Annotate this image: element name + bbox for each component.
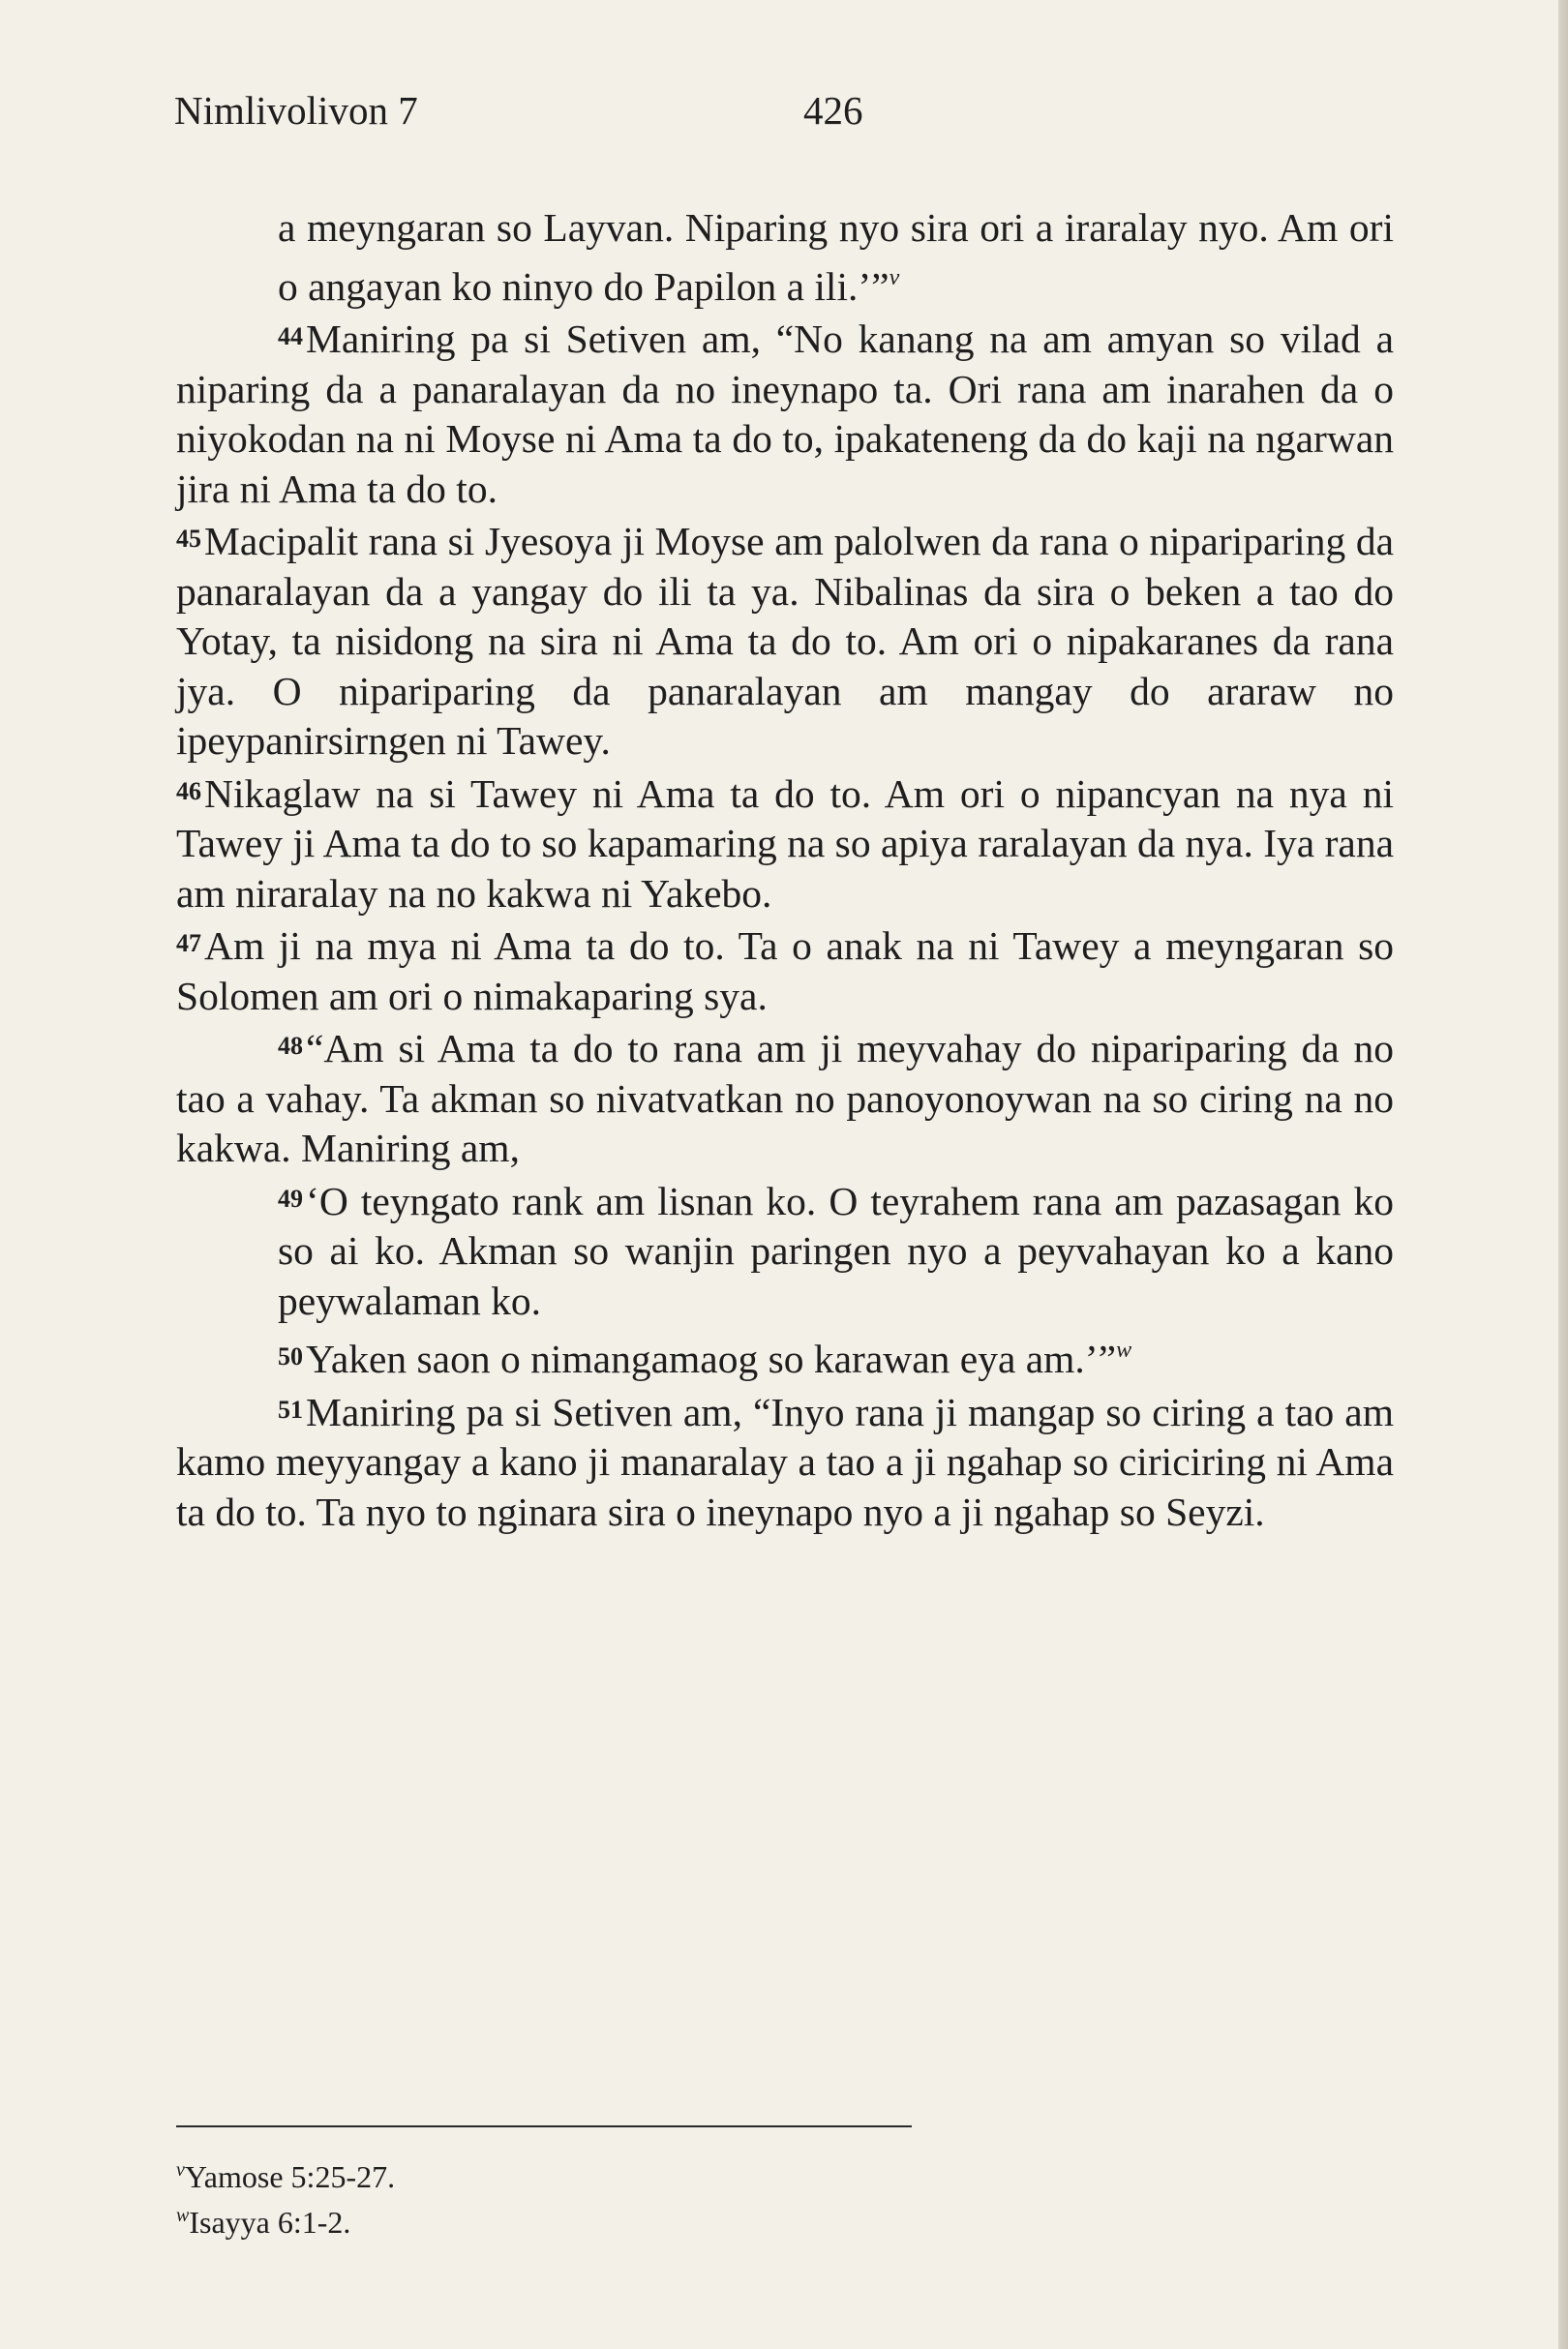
verse-50: [278, 1326, 1394, 1385]
footnote-divider: [176, 2125, 912, 2127]
verse-number: 51: [278, 1395, 303, 1424]
running-header: [174, 87, 1394, 136]
body-text: [176, 203, 1394, 1537]
verse-number: 46: [176, 776, 201, 805]
verse-number: 50: [278, 1342, 303, 1370]
footnote-ref: Yamose 5:25-27.: [184, 2159, 396, 2194]
verse-45: [176, 514, 1394, 767]
verse-number: 44: [278, 322, 303, 350]
verse-number: 48: [278, 1032, 303, 1060]
verse-49: [278, 1174, 1394, 1327]
book-title: Nimlivolivon 7: [174, 88, 418, 133]
verse-46: [176, 767, 1394, 919]
verse-number: 45: [176, 525, 201, 553]
verse-48: [176, 1021, 1394, 1174]
footnote-ref: Isayya 6:1-2.: [189, 2205, 351, 2240]
footnote-v: [176, 2151, 1047, 2196]
verse-44: [176, 312, 1394, 514]
verse-number: 49: [278, 1184, 303, 1213]
verse-47: [176, 919, 1394, 1021]
verse-text: ‘O teyngato rank am lisnan ko. O teyrahem rana am pazasagan ko so ai ko. Akman so wanjin paringen nyo a peyvahayan ko a kano peywalaman ko.: [278, 1178, 1394, 1323]
verse-text: Maniring pa si Setiven am, “Inyo rana ji mangap so ciring a tao am kamo meyyangay a kano ji manaralay a tao a ji ngahap so ciriciring ni Ama ta do to. Ta nyo to nginara sira o ineynapo nyo a ji ngahap so Seyzi.: [176, 1389, 1394, 1534]
verse-number: 47: [176, 929, 201, 957]
verse-text: “Am si Ama ta do to rana am ji meyvahay do nipariparing da no tao a vahay. Ta akman so nivatvatkan no panoyonoywan na so ciring na no kakwa. Maniring am,: [176, 1026, 1394, 1170]
verse-text: Am ji na mya ni Ama ta do to. Ta o anak na ni Tawey a meyngaran so Solomen am ori o nimakaparing sya.: [176, 923, 1394, 1018]
verse-text: Nikaglaw na si Tawey ni Ama ta do to. Am ori o nipancyan na nya ni Tawey ji Ama ta do to so kapamaring na so apiya raralayan da nya. Iya rana am niraralay na no kakwa ni Yakebo.: [176, 770, 1394, 916]
verse-51: [176, 1385, 1394, 1538]
footnote-marker: v: [889, 264, 900, 290]
verse-text: a meyngaran so Layvan. Niparing nyo sira ori a iraralay nyo. Am ori o angayan ko ninyo do Papilon a ili.’”: [278, 205, 1394, 309]
verse-text: Maniring pa si Setiven am, “No kanang na am amyan so vilad a niparing da a panaralayan da no ineynapo ta. Ori rana am inarahen da o niyokodan na ni Moyse ni Ama ta do to, ipakateneng da do kaji na ngarwan jira ni Ama ta do to.: [176, 316, 1394, 511]
verse-43-continuation: [278, 203, 1394, 312]
verse-text: Macipalit rana si Jyesoya ji Moyse am palolwen da rana o nipariparing da panaralayan da a yangay do ili ta ya. Nibalinas da sira o beken a tao do Yotay, ta nisidong na sira ni Ama ta do to. Am ori o nipakaranes da rana jya. O nipariparing da panaralayan am mangay do araraw no ipeypanirsirngen ni Tawey.: [176, 519, 1394, 763]
page-number: 426: [803, 88, 863, 133]
page-edge: [1558, 0, 1568, 2349]
footnote-letter: v: [176, 2159, 185, 2181]
footnote-marker: w: [1116, 1338, 1132, 1363]
footnotes: [176, 2151, 1047, 2242]
footnote-w: [176, 2196, 1047, 2242]
footnote-letter: w: [176, 2205, 190, 2226]
verse-text: Yaken saon o nimangamaog so karawan eya am.’”: [306, 1337, 1117, 1381]
